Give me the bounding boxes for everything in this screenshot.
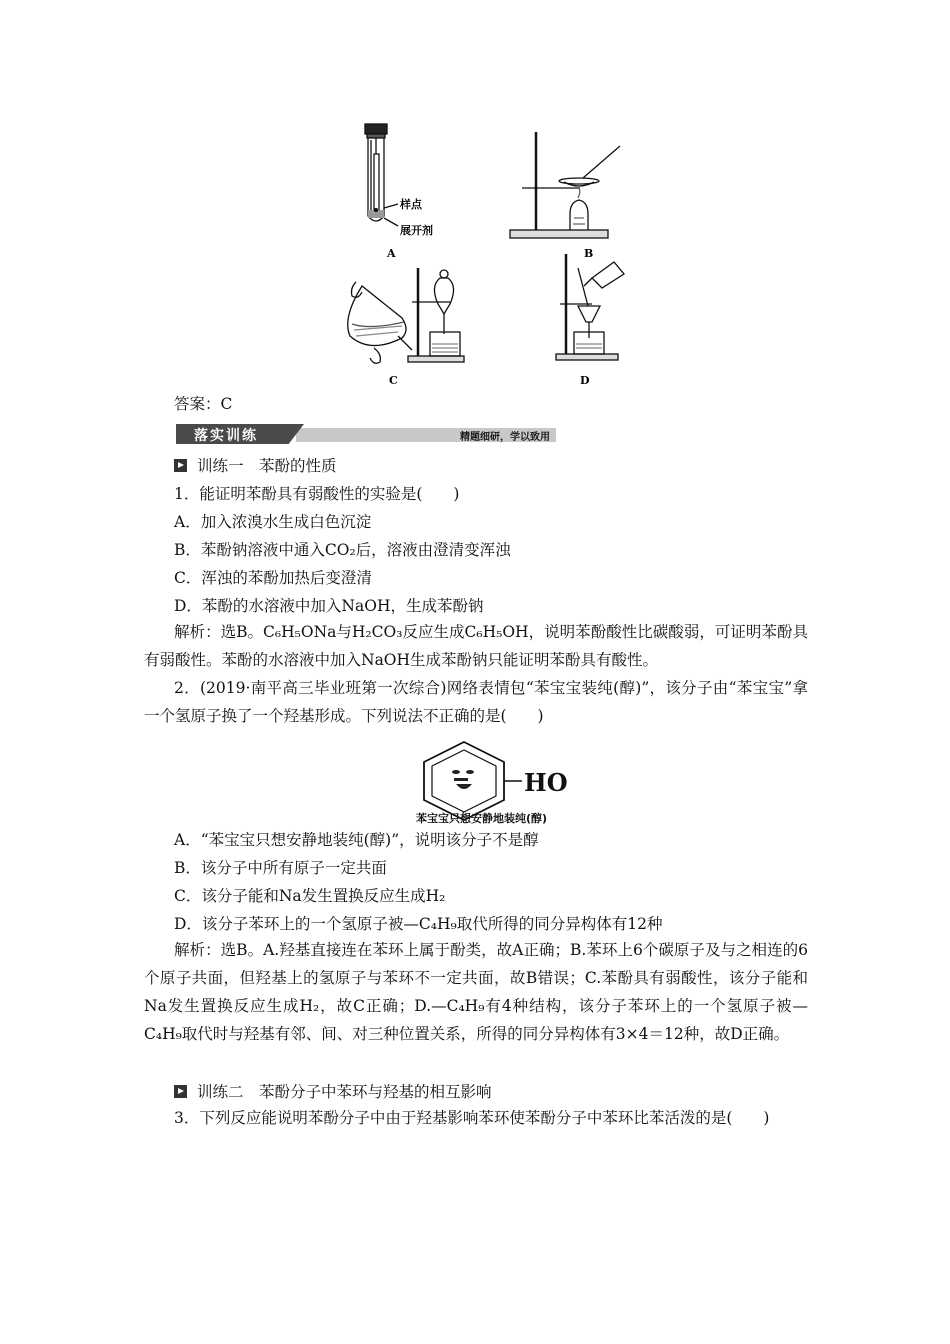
panel-label-b: B	[584, 247, 594, 260]
q1-stem: 1．能证明苯酚具有弱酸性的实验是( )	[174, 485, 460, 503]
banner-strip	[296, 428, 556, 442]
panel-label-c: C	[389, 374, 398, 387]
q2-stem	[144, 674, 808, 730]
q2-stem-text: 2．(2019·南平高三毕业班第一次综合)网络表情包“苯宝宝装纯(醇)”，该分子由“苯宝宝”拿一个氢原子换了一个羟基形成。下列说法不正确的是( )	[144, 679, 808, 725]
panel-label-a: A	[387, 247, 396, 260]
q2-option-d: D．该分子苯环上的一个氢原子被—C₄H₉取代所得的同分异构体有12种	[174, 915, 663, 933]
q2-analysis	[144, 936, 808, 1048]
apparatus-c-separatory-funnel	[348, 268, 464, 363]
section2-heading-text: 训练二 苯酚分子中苯环与羟基的相互影响	[197, 1083, 492, 1101]
q1-option-c: C．浑浊的苯酚加热后变澄清	[174, 569, 372, 587]
q3-stem	[144, 1104, 808, 1132]
q1-option-d: D．苯酚的水溶液中加入NaOH，生成苯酚钠	[174, 597, 484, 615]
q2-option-b: B．该分子中所有原子一定共面	[174, 859, 387, 877]
meme-caption: 苯宝宝只想安静地装纯(醇)	[416, 812, 548, 825]
section-banner	[176, 424, 556, 444]
answer-line: 答案：C	[174, 395, 233, 413]
q1-option-a: A．加入浓溴水生成白色沉淀	[174, 513, 372, 531]
section2-heading	[174, 1082, 492, 1102]
label-sample-spot: 样点	[400, 198, 422, 211]
apparatus-d-filtration	[556, 254, 624, 360]
hydroxyl-label: OH	[524, 768, 568, 797]
play-icon	[174, 1085, 187, 1098]
banner-subtitle: 精题细研，学以致用	[460, 432, 550, 443]
banner-title: 落实训练	[194, 428, 258, 444]
q3-stem-text: 3．下列反应能说明苯酚分子中由于羟基影响苯环使苯酚分子中苯环比苯活泼的是( )	[174, 1109, 770, 1127]
q2-option-a: A．“苯宝宝只想安静地装纯(醇)”，说明该分子不是醇	[174, 831, 539, 849]
label-developer: 展开剂	[400, 224, 433, 237]
section1-heading-text: 训练一 苯酚的性质	[197, 457, 337, 475]
apparatus-a-test-tube	[365, 124, 398, 226]
apparatus-figure	[330, 118, 630, 390]
q2-option-c: C．该分子能和Na发生置换反应生成H₂	[174, 887, 446, 905]
smiley-face-icon	[452, 770, 474, 789]
q1-option-b: B．苯酚钠溶液中通入CO₂后，溶液由澄清变浑浊	[174, 541, 511, 559]
q1-analysis	[144, 618, 808, 674]
section1-heading	[174, 456, 337, 476]
q2-analysis-text: 解析：选B。A.羟基直接连在苯环上属于酚类，故A正确；B.苯环上6个碳原子及与之相连的6个原子共面，但羟基上的氢原子与苯环不一定共面，故B错误；C.苯酚具有弱酸性，该分子能和Na发生置换反应生成H₂，故C正确；D.—C₄H₉有4种结构，该分子苯环上的一个氢原子被—C₄H₉取代时与羟基有邻、间、对三种位置关系，所得的同分异构体有3×4＝12种，故D正确。	[144, 941, 808, 1043]
apparatus-b-evaporation	[510, 132, 620, 238]
play-icon	[174, 459, 187, 472]
panel-label-d: D	[580, 374, 590, 387]
q1-analysis-text: 解析：选B。C₆H₅ONa与H₂CO₃反应生成C₆H₅OH，说明苯酚酸性比碳酸弱，可证明苯酚具有弱酸性。苯酚的水溶液中加入NaOH生成苯酚钠只能证明苯酚具有酸性。	[144, 623, 808, 669]
